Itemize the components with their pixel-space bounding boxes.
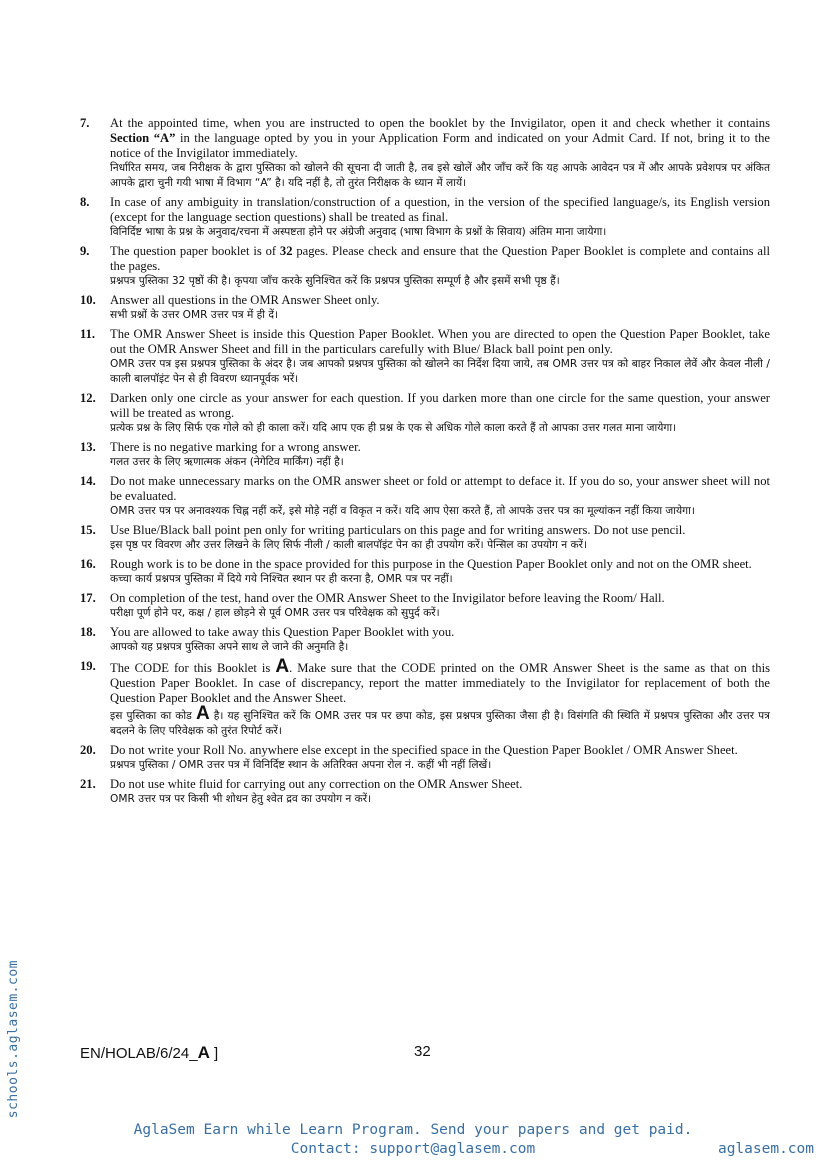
item-text-hindi: प्रश्नपत्र पुस्तिका 32 पृष्ठों की है। कृपया जाँच करके सुनिश्चित करें कि प्रश्नपत्र पुस्तिका सम्पूर्ण है और इसमें सभी पृष्ठ हैं। xyxy=(110,275,560,287)
item-number: 19. xyxy=(80,659,96,673)
side-watermark: schools.aglasem.com xyxy=(6,960,21,1119)
item-body xyxy=(110,116,770,191)
item-text-english: You are allowed to take away this Question Paper Booklet with you. xyxy=(110,625,455,639)
instruction-item xyxy=(80,327,770,387)
item-text-hindi: निर्धारित समय, जब निरीक्षक के द्वारा पुस्तिका को खोलने की सूचना दी जाती है, तब इसे खोलें और जाँच करें कि यह आपके आवेदन पत्र में और आपके प्रवेशपत्र पर अंकित आपके द्वारा चुनी गयी भाषा में विभाग “A” है। यदि नहीं है, तो तुरंत निरीक्षक के ध्यान में लायें। xyxy=(110,162,770,189)
item-number: 8. xyxy=(80,195,90,209)
instruction-item xyxy=(80,557,770,587)
item-body xyxy=(110,474,770,519)
item-body xyxy=(110,327,770,387)
page-number: 32 xyxy=(414,1043,431,1060)
item-text-english: Do not use white fluid for carrying out any correction on the OMR Answer Sheet. xyxy=(110,777,523,791)
instruction-item xyxy=(80,391,770,436)
item-text-hindi: गलत उत्तर के लिए ऋणात्मक अंकन (नेगेटिव मार्किंग) नहीं है। xyxy=(110,456,344,468)
footer-code-suffix: ] xyxy=(209,1045,219,1062)
item-number: 15. xyxy=(80,523,96,537)
instruction-item xyxy=(80,116,770,191)
item-body xyxy=(110,743,770,773)
instruction-item xyxy=(80,777,770,807)
instruction-item xyxy=(80,293,770,323)
item-text-hindi: कच्चा कार्य प्रश्नपत्र पुस्तिका में दिये गये निश्चित स्थान पर ही करना है, OMR पत्र पर नहीं। xyxy=(110,573,453,585)
item-text-english: Darken only one circle as your answer for each question. If you darken more than one circle for the same question, your answer will be treated as wrong. xyxy=(110,391,770,420)
promo-line-1: AglaSem Earn while Learn Program. Send your papers and get paid. xyxy=(133,1122,693,1138)
instruction-item xyxy=(80,591,770,621)
instruction-item xyxy=(80,523,770,553)
item-body xyxy=(110,557,770,587)
item-text-hindi: प्रश्नपत्र पुस्तिका / OMR उत्तर पत्र में विनिर्दिष्ट स्थान के अतिरिक्त अपना रोल नं. कहीं भी नहीं लिखें। xyxy=(110,759,492,771)
item-text-english: In case of any ambiguity in translation/construction of a question, in the version of the specified language/s, its English version (except for the language section questions) shall be treated as final. xyxy=(110,195,770,224)
item-number: 9. xyxy=(80,244,90,258)
site-link[interactable]: aglasem.com xyxy=(717,1141,814,1157)
promo-contact[interactable]: Contact: support@aglasem.com xyxy=(290,1141,536,1157)
item-text-hindi: इस पुस्तिका का कोड A है। यह सुनिश्चित करें कि OMR उत्तर पत्र पर छपा कोड, इस प्रश्नपत्र पुस्तिका जैसा ही है। विसंगति की स्थिति में प्रश्नपत्र पुस्तिका और उत्तर पत्र बदलने के लिए परिवेक्षक को तुरंत रिपोर्ट करें। xyxy=(110,703,770,737)
item-number: 12. xyxy=(80,391,96,405)
instruction-item xyxy=(80,244,770,289)
instruction-item xyxy=(80,440,770,470)
item-text-hindi: आपको यह प्रश्नपत्र पुस्तिका अपने साथ ले जाने की अनुमति है। xyxy=(110,641,349,653)
item-text-english: The question paper booklet is of 32 pages. Please check and ensure that the Question Paper Booklet is complete and contains all the pages. xyxy=(110,244,770,273)
item-text-english: The OMR Answer Sheet is inside this Question Paper Booklet. When you are directed to open the Question Paper Booklet, take out the OMR Answer Sheet and fill in the particulars carefully with Blue/ Black ball point pen only. xyxy=(110,327,770,356)
item-number: 13. xyxy=(80,440,96,454)
instruction-item xyxy=(80,625,770,655)
item-text-hindi: OMR उत्तर पत्र इस प्रश्नपत्र पुस्तिका के अंदर है। जब आपको प्रश्नपत्र पुस्तिका को खोलने का निर्देश दिया जाये, तब OMR उत्तर पत्र को बाहर निकाल लेवें और केवल नीली / काली बालपॉइंट पेन से ही विवरण ध्यानपूर्वक भरें। xyxy=(110,358,770,385)
item-number: 7. xyxy=(80,116,90,130)
instruction-item xyxy=(80,656,770,739)
item-number: 18. xyxy=(80,625,96,639)
item-text-hindi: परीक्षा पूर्ण होने पर, कक्ष / हाल छोड़ने से पूर्व OMR उत्तर पत्र परिवेक्षक को सुपुर्द करें। xyxy=(110,607,440,619)
item-body xyxy=(110,656,770,739)
item-number: 10. xyxy=(80,293,96,307)
item-body xyxy=(110,195,770,240)
item-text-english: On completion of the test, hand over the OMR Answer Sheet to the Invigilator before leaving the Room/ Hall. xyxy=(110,591,665,605)
item-text-hindi: OMR उत्तर पत्र पर अनावश्यक चिह्न नहीं करें, इसे मोड़े नहीं व विकृत न करें। यदि आप ऐसा करते हैं, तो आपके उत्तर पत्र का मूल्यांकन नहीं किया जायेगा। xyxy=(110,505,695,517)
item-body xyxy=(110,440,770,470)
item-text-english: There is no negative marking for a wrong answer. xyxy=(110,440,361,454)
item-body xyxy=(110,591,770,621)
item-number: 20. xyxy=(80,743,96,757)
item-text-english: Use Blue/Black ball point pen only for writing particulars on this page and for writing answers. Do not use pencil. xyxy=(110,523,686,537)
item-text-hindi: सभी प्रश्नों के उत्तर OMR उत्तर पत्र में ही दें। xyxy=(110,309,279,321)
item-text-english: At the appointed time, when you are instructed to open the booklet by the Invigilator, open it and check whether it contains Section “A” in the language opted by you in your Application Form and indicated on your Admit Card. If not, bring it to the notice of the Invigilator immediately. xyxy=(110,116,771,160)
item-text-hindi: इस पृष्ठ पर विवरण और उत्तर लिखने के लिए सिर्फ नीली / काली बालपॉइंट पेन का ही उपयोग करें। पेन्सिल का उपयोग न करें। xyxy=(110,539,587,551)
item-body xyxy=(110,625,770,655)
item-number: 21. xyxy=(80,777,96,791)
item-text-english: Do not write your Roll No. anywhere else except in the specified space in the Question Paper Booklet / OMR Answer Sheet. xyxy=(110,743,738,757)
footer-code-prefix: EN/HOLAB/6/24_ xyxy=(80,1045,198,1062)
item-number: 11. xyxy=(80,327,96,341)
item-body xyxy=(110,293,770,323)
item-number: 14. xyxy=(80,474,96,488)
item-body xyxy=(110,244,770,289)
item-number: 16. xyxy=(80,557,96,571)
instruction-item xyxy=(80,743,770,773)
item-number: 17. xyxy=(80,591,96,605)
item-text-hindi: विनिर्दिष्ट भाषा के प्रश्न के अनुवाद/रचना में अस्पष्टता होने पर अंग्रेजी अनुवाद (भाषा विभाग के प्रश्नों के सिवाय) अंतिम माना जायेगा। xyxy=(110,226,607,238)
footer-code-letter: A xyxy=(197,1043,210,1062)
instructions-list xyxy=(80,116,770,811)
item-text-hindi: OMR उत्तर पत्र पर किसी भी शोधन हेतु श्वेत द्रव का उपयोग न करें। xyxy=(110,793,372,805)
booklet-code-footer xyxy=(80,1043,218,1063)
item-text-english: Rough work is to be done in the space provided for this purpose in the Question Paper Booklet only and not on the OMR sheet. xyxy=(110,557,752,571)
item-body xyxy=(110,777,770,807)
item-text-hindi: प्रत्येक प्रश्न के लिए सिर्फ एक गोले को ही काला करें। यदि आप एक ही प्रश्न के एक से अधिक गोले काला करते हैं तो आपका उत्तर गलत माना जायेगा। xyxy=(110,422,677,434)
item-text-english: The CODE for this Booklet is A. Make sure that the CODE printed on the OMR Answer Sheet is the same as that on this Question Paper Booklet. In case of discrepancy, report the matter immediately to the Invigilator for replacement of both the Question Paper Booklet and the Answer Sheet. xyxy=(110,656,770,705)
item-body xyxy=(110,523,770,553)
item-text-english: Do not make unnecessary marks on the OMR answer sheet or fold or attempt to deface it. If you do so, your answer sheet will not be evaluated. xyxy=(110,474,770,503)
instruction-item xyxy=(80,474,770,519)
instruction-item xyxy=(80,195,770,240)
item-text-english: Answer all questions in the OMR Answer Sheet only. xyxy=(110,293,380,307)
item-body xyxy=(110,391,770,436)
